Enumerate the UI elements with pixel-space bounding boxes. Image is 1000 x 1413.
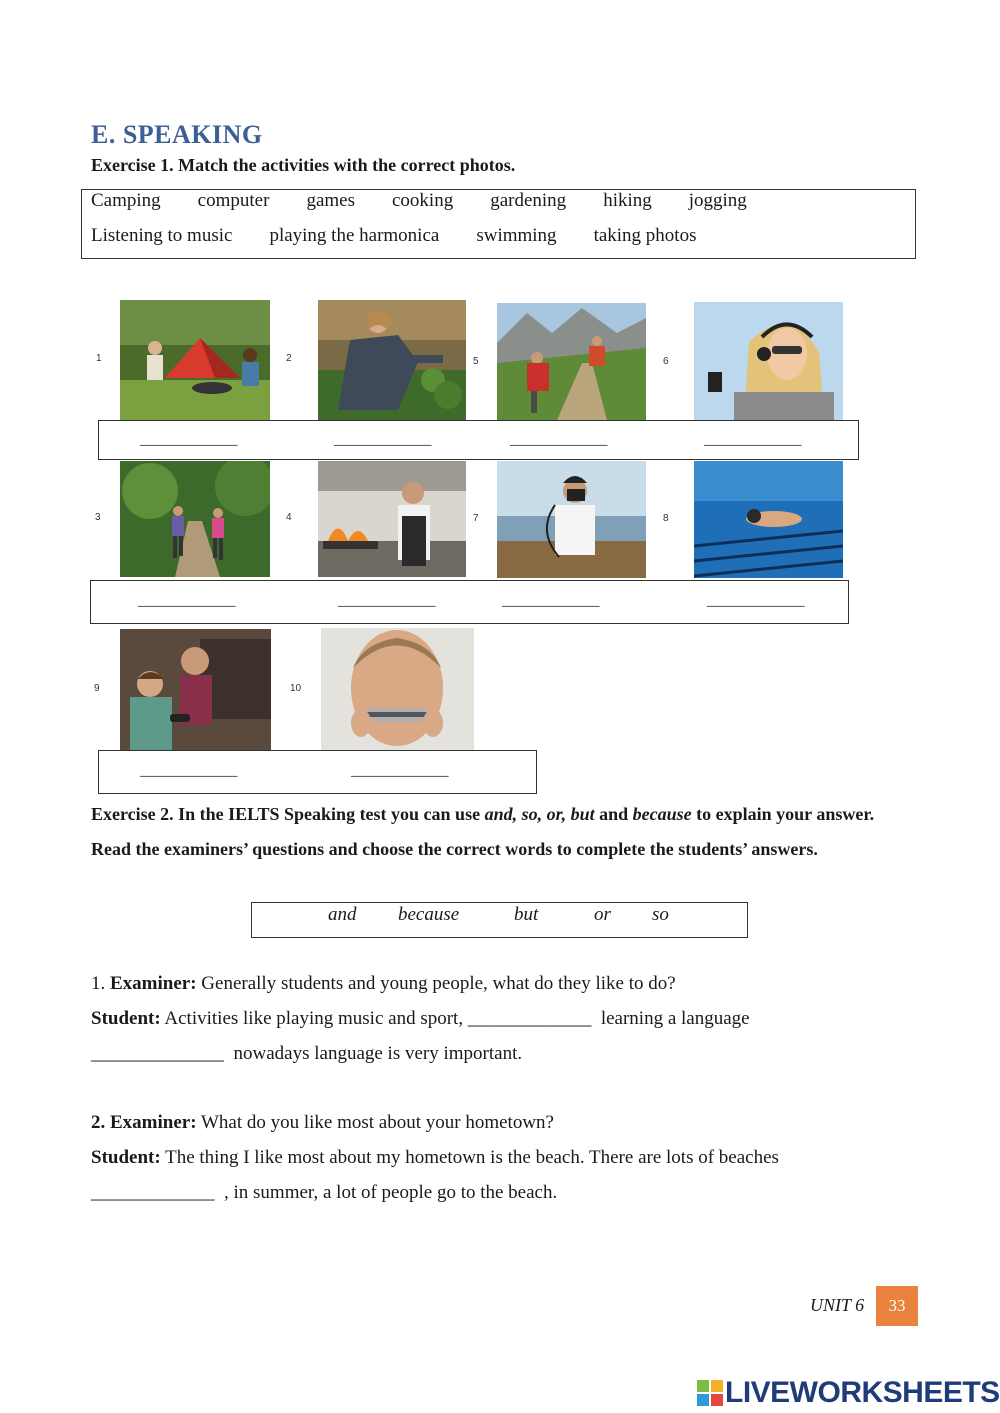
photo-jogging: [120, 461, 270, 577]
q2-answer-a: The thing I like most about my hometown is the beach. There are lots of beaches: [165, 1147, 779, 1168]
answer-blank-8[interactable]: _____________: [707, 593, 805, 609]
exercise2-instruction: [91, 797, 911, 866]
word-row-2: [91, 225, 733, 247]
answer-blank-5[interactable]: _____________: [510, 432, 608, 448]
q1-student-label: Student:: [91, 1008, 161, 1029]
q1-answer-b: learning a language: [600, 1008, 750, 1029]
photo-number: 5: [473, 356, 479, 367]
photo-computer-games: [120, 629, 271, 750]
word-so: so: [652, 904, 669, 925]
q2-examiner-label: 2. Examiner:: [91, 1112, 197, 1133]
answer-blank-2[interactable]: _____________: [334, 432, 432, 448]
word-item: cooking: [391, 190, 454, 211]
q2-student-line-2: [91, 1182, 557, 1204]
photo-number: 8: [663, 513, 669, 524]
word-item: swimming: [476, 225, 557, 246]
instr-part: and: [594, 804, 633, 824]
q2-student-line: [91, 1147, 779, 1169]
photo-number: 10: [290, 683, 302, 694]
section-title: E. SPEAKING: [91, 120, 263, 149]
q2-examiner-line: [91, 1112, 554, 1134]
connector-word-box: [251, 902, 748, 938]
photo-number: 1: [96, 353, 102, 364]
q1-examiner-label: Examiner:: [110, 973, 197, 994]
photo-taking-photos: [497, 461, 646, 578]
q1-student-line: [91, 1008, 750, 1030]
word-item: computer: [197, 190, 270, 211]
photo-listening-music: [694, 302, 843, 420]
instr-part: to explain your answer. Read the examiners’ questions and choose the correct words to complete the students’ answers.: [91, 804, 875, 859]
liveworksheets-logo: [697, 1376, 1000, 1410]
word-item: Camping: [91, 190, 161, 211]
q2-answer-b: , in summer, a lot of people go to the beach.: [224, 1182, 558, 1203]
photo-cooking: [318, 461, 466, 577]
word-item: Listening to music: [91, 225, 233, 246]
word-and: and: [328, 904, 357, 925]
word-item: gardening: [490, 190, 567, 211]
q1-blank-b[interactable]: ______________: [91, 1043, 224, 1064]
q1-blank-a[interactable]: _____________: [467, 1008, 592, 1029]
q1-examiner-line: [91, 973, 676, 995]
word-or: or: [594, 904, 611, 925]
photo-harmonica: [321, 628, 474, 750]
q1-answer-c: nowadays language is very important.: [233, 1043, 523, 1064]
word-item: hiking: [603, 190, 652, 211]
photo-gardening: [318, 300, 466, 420]
photo-hiking: [497, 303, 646, 420]
photo-number: 3: [95, 512, 101, 523]
brand-text: LIVEWORKSHEETS: [725, 1376, 1000, 1409]
photo-number: 4: [286, 512, 292, 523]
q1-number: 1.: [91, 973, 106, 994]
q1-student-line-2: [91, 1043, 522, 1065]
answer-blank-3[interactable]: _____________: [138, 593, 236, 609]
q2-question: What do you like most about your hometown?: [200, 1112, 554, 1133]
word-item: games: [306, 190, 355, 211]
instr-because: because: [632, 804, 692, 824]
answer-blank-1[interactable]: _____________: [140, 432, 238, 448]
photo-number: 6: [663, 356, 669, 367]
answer-blank-10[interactable]: _____________: [351, 763, 449, 779]
instr-part: Exercise 2. In the IELTS Speaking test you can use: [91, 804, 485, 824]
photo-number: 2: [286, 353, 292, 364]
q2-student-label: Student:: [91, 1147, 161, 1168]
word-item: taking photos: [593, 225, 697, 246]
exercise1-instruction: Exercise 1. Match the activities with the correct photos.: [91, 155, 516, 175]
liveworksheets-icon: [697, 1380, 723, 1406]
page-number-badge: 33: [876, 1286, 918, 1326]
word-row-1: [91, 190, 784, 212]
word-but: but: [514, 904, 539, 925]
photo-number: 7: [473, 513, 479, 524]
answer-blank-4[interactable]: _____________: [338, 593, 436, 609]
q1-answer-a: Activities like playing music and sport,: [164, 1008, 464, 1029]
answer-blank-6[interactable]: _____________: [704, 432, 802, 448]
unit-label: UNIT 6: [810, 1295, 865, 1315]
photo-swimming: [694, 461, 843, 578]
answer-blank-7[interactable]: _____________: [502, 593, 600, 609]
photo-number: 9: [94, 683, 100, 694]
word-item: playing the harmonica: [269, 225, 440, 246]
answer-blank-9[interactable]: _____________: [140, 763, 238, 779]
word-item: jogging: [688, 190, 747, 211]
photo-camping: [120, 300, 270, 420]
q2-blank-a[interactable]: _____________: [91, 1182, 215, 1203]
word-because: because: [398, 904, 460, 925]
instr-connectors: and, so, or, but: [484, 804, 595, 824]
activity-word-box: [81, 189, 916, 259]
q1-question: Generally students and young people, what do they like to do?: [201, 973, 676, 994]
